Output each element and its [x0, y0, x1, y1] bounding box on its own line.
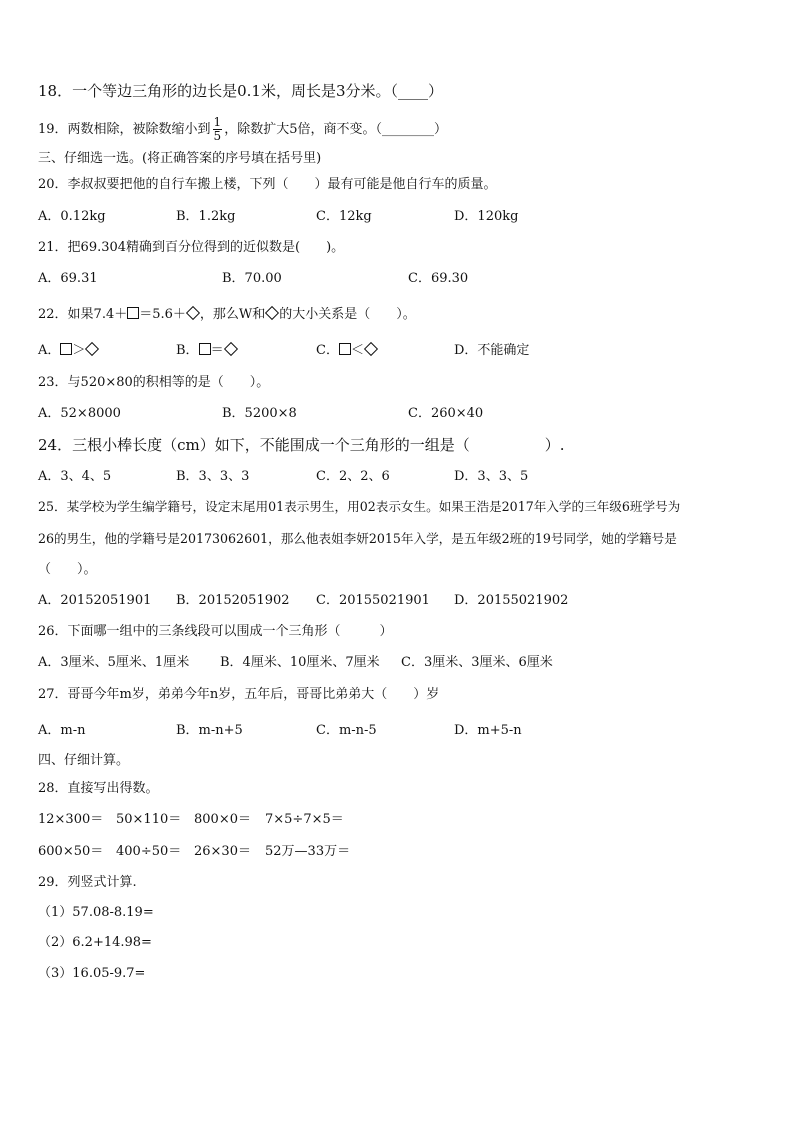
q25-option-b[interactable]: B．20152051902	[176, 593, 290, 608]
question-24: 24．三根小棒长度（cm）如下，不能围成一个三角形的一组是（ ）.	[38, 436, 565, 454]
question-27: 27．哥哥今年m岁，弟弟今年n岁，五年后，哥哥比弟弟大（ ）岁	[38, 687, 440, 702]
q20-option-c[interactable]: C．12kg	[316, 209, 372, 224]
question-25-line-3: （ ）。	[38, 562, 97, 577]
diamond-symbol	[364, 342, 378, 356]
question-22-part2: ＝5.6＋	[139, 307, 186, 322]
question-19	[38, 116, 447, 143]
q22-option-d[interactable]: D．不能确定	[454, 343, 530, 358]
q28-item: 600×50＝	[38, 844, 104, 859]
square-symbol	[127, 307, 139, 319]
diamond-symbol	[186, 306, 200, 320]
section-3-heading: 三、仔细选一选。(将正确答案的序号填在括号里)	[38, 151, 322, 166]
q25-option-a[interactable]: A．20152051901	[38, 593, 152, 608]
question-19-text-after: ，除数扩大5倍，商不变。（________）	[224, 122, 447, 137]
q20-option-b[interactable]: B．1.2kg	[176, 209, 236, 224]
relation-symbol: ＞	[72, 343, 86, 358]
question-22-part4: 的大小关系是（ ）。	[279, 307, 416, 322]
q28-item: 400÷50＝	[116, 844, 182, 859]
q27-option-a[interactable]: A．m-n	[38, 723, 86, 738]
q20-option-d[interactable]: D．120kg	[454, 209, 519, 224]
relation-symbol: ＝	[210, 343, 224, 358]
question-25-line-1: 25．某学校为学生编学籍号，设定末尾用01表示男生，用02表示女生。如果王浩是2017年入学的三年级6班学号为	[38, 499, 681, 514]
q22-option-c[interactable]	[316, 342, 378, 360]
diamond-symbol	[265, 306, 279, 320]
diamond-symbol	[85, 342, 99, 356]
question-19-text-before: 19．两数相除，被除数缩小到	[38, 122, 211, 137]
q23-option-a[interactable]: A．52×8000	[38, 406, 121, 421]
section-4-heading: 四、仔细计算。	[38, 753, 130, 768]
q24-option-d[interactable]: D．3、3、5	[454, 469, 529, 484]
question-18: 18．一个等边三角形的边长是0.1米，周长是3分米。（____）	[38, 82, 443, 100]
fraction-denominator: 5	[213, 129, 222, 143]
q24-option-b[interactable]: B．3、3、3	[176, 469, 250, 484]
q21-option-a[interactable]: A．69.31	[38, 271, 98, 286]
q21-option-b[interactable]: B．70.00	[222, 271, 282, 286]
q26-option-c[interactable]: C．3厘米、3厘米、6厘米	[401, 655, 553, 670]
square-symbol	[199, 343, 211, 355]
q22-option-b[interactable]	[176, 342, 238, 360]
q23-option-c[interactable]: C．260×40	[408, 406, 484, 421]
q23-option-b[interactable]: B．5200×8	[222, 406, 297, 421]
question-28: 28．直接写出得数。	[38, 781, 159, 796]
q27-option-d[interactable]: D．m+5-n	[454, 723, 522, 738]
option-label: B．	[176, 343, 199, 358]
q25-option-c[interactable]: C．20155021901	[316, 593, 430, 608]
q28-item: 50×110＝	[116, 812, 182, 827]
q29-item-2: （2）6.2+14.98=	[38, 935, 152, 950]
q27-option-b[interactable]: B．m-n+5	[176, 723, 243, 738]
q26-option-b[interactable]: B．4厘米、10厘米、7厘米	[220, 655, 380, 670]
q28-item: 52万—33万＝	[265, 844, 351, 859]
q29-item-1: （1）57.08-8.19=	[38, 905, 154, 920]
q28-item: 12×300＝	[38, 812, 104, 827]
q29-item-3: （3）16.05-9.7=	[38, 966, 146, 981]
question-23: 23．与520×80的积相等的是（ ）。	[38, 375, 270, 390]
q28-item: 26×30＝	[194, 844, 251, 859]
question-21: 21．把69.304精确到百分位得到的近似数是( )。	[38, 240, 345, 255]
fraction-one-fifth	[213, 116, 223, 143]
question-22-part3: ，那么W和	[199, 307, 266, 322]
q24-option-a[interactable]: A．3、4、5	[38, 469, 112, 484]
question-26: 26．下面哪一组中的三条线段可以围成一个三角形（ ）	[38, 624, 393, 639]
diamond-symbol	[224, 342, 238, 356]
q20-option-a[interactable]: A．0.12kg	[38, 209, 106, 224]
question-22	[38, 306, 416, 324]
question-25-line-2: 26的男生，他的学籍号是20173062601，那么他表姐李妍2015年入学，是五年级2班的19号同学，她的学籍号是	[38, 531, 677, 546]
q26-option-a[interactable]: A．3厘米、5厘米、1厘米	[38, 655, 190, 670]
q28-item: 800×0＝	[194, 812, 251, 827]
option-label: A．	[38, 343, 61, 358]
relation-symbol: ＜	[350, 343, 364, 358]
q21-option-c[interactable]: C．69.30	[408, 271, 469, 286]
question-22-part1: 22．如果7.4＋	[38, 307, 128, 322]
question-29: 29．列竖式计算.	[38, 875, 137, 890]
q24-option-c[interactable]: C．2、2、6	[316, 469, 390, 484]
q27-option-c[interactable]: C．m-n-5	[316, 723, 377, 738]
q28-item: 7×5÷7×5＝	[265, 812, 344, 827]
option-label: C．	[316, 343, 339, 358]
fraction-numerator: 1	[213, 115, 222, 129]
q25-option-d[interactable]: D．20155021902	[454, 593, 569, 608]
square-symbol	[60, 343, 72, 355]
q22-option-a[interactable]	[38, 342, 99, 360]
question-20: 20．李叔叔要把他的自行车搬上楼，下列（ ）最有可能是他自行车的质量。	[38, 177, 497, 192]
square-symbol	[339, 343, 351, 355]
